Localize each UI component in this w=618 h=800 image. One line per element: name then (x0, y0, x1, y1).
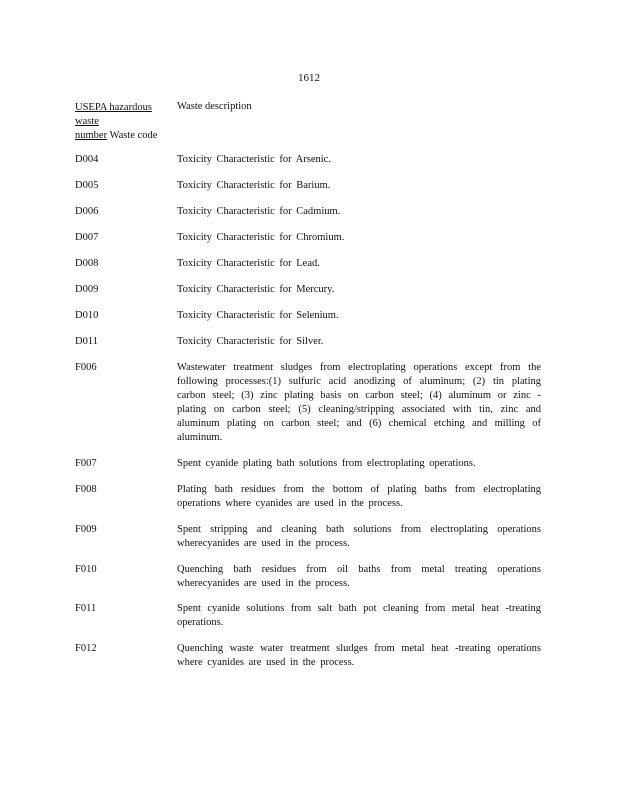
waste-description: Quenching bath residues from oil baths from metal treating operations wherecyanides are used in the process. (177, 564, 541, 589)
waste-code: D011 (75, 336, 98, 347)
waste-description: Spent cyanide plating bath solutions from electroplating operations. (177, 458, 476, 469)
waste-description: Quenching waste water treatment sludges from metal heat -treating operations where cyanides are used in the process. (177, 643, 541, 668)
code-header-line-2: waste (75, 116, 99, 127)
waste-description: Toxicity Characteristic for Selenium. (177, 310, 339, 321)
waste-code: D010 (75, 310, 99, 321)
code-header-waste-code: Waste code (107, 130, 158, 141)
waste-code: F007 (75, 458, 97, 469)
code-header-number: number (75, 130, 108, 141)
code-header-line-1: USEPA hazardous (75, 102, 152, 113)
waste-code: F012 (75, 643, 97, 654)
waste-code: F008 (75, 484, 97, 495)
waste-code: F006 (75, 362, 97, 373)
waste-code: D008 (75, 258, 99, 269)
waste-description: Wastewater treatment sludges from electroplating operations except from the following processes:(1) sulfuric acid anodizing of aluminum; (2) tin plating carbon steel; (3) zinc plating basis on carbon steel; (4) aluminum or zinc -plating on carbon steel; (5) cleaning/stripping associated with tin, zinc and aluminum plating on carbon steel; and (6) chemical etching and milling of aluminum. (177, 362, 541, 443)
code-column-header (75, 101, 175, 143)
waste-code: F011 (75, 603, 97, 614)
page-number: 1612 (298, 72, 320, 84)
code-header-line-3 (75, 129, 175, 143)
description-column-header: Waste description (177, 101, 252, 112)
waste-description: Plating bath residues from the bottom of plating baths from electroplating operations where cyanides are used in the process. (177, 484, 541, 509)
waste-description: Toxicity Characteristic for Barium. (177, 180, 331, 191)
waste-code: D004 (75, 154, 99, 165)
waste-code: D007 (75, 232, 99, 243)
waste-description: Toxicity Characteristic for Cadmium. (177, 206, 341, 217)
waste-code: D009 (75, 284, 99, 295)
waste-code: D005 (75, 180, 99, 191)
waste-description: Toxicity Characteristic for Lead. (177, 258, 320, 269)
waste-description: Toxicity Characteristic for Mercury. (177, 284, 335, 295)
waste-code: D006 (75, 206, 99, 217)
waste-description: Spent stripping and cleaning bath solutions from electroplating operations wherecyanides are used in the process. (177, 524, 541, 549)
waste-description: Toxicity Characteristic for Chromium. (177, 232, 345, 243)
waste-code: F010 (75, 564, 97, 575)
waste-description: Spent cyanide solutions from salt bath pot cleaning from metal heat -treating operations. (177, 603, 541, 628)
waste-code: F009 (75, 524, 97, 535)
waste-description: Toxicity Characteristic for Arsenic. (177, 154, 331, 165)
waste-description: Toxicity Characteristic for Silver. (177, 336, 324, 347)
